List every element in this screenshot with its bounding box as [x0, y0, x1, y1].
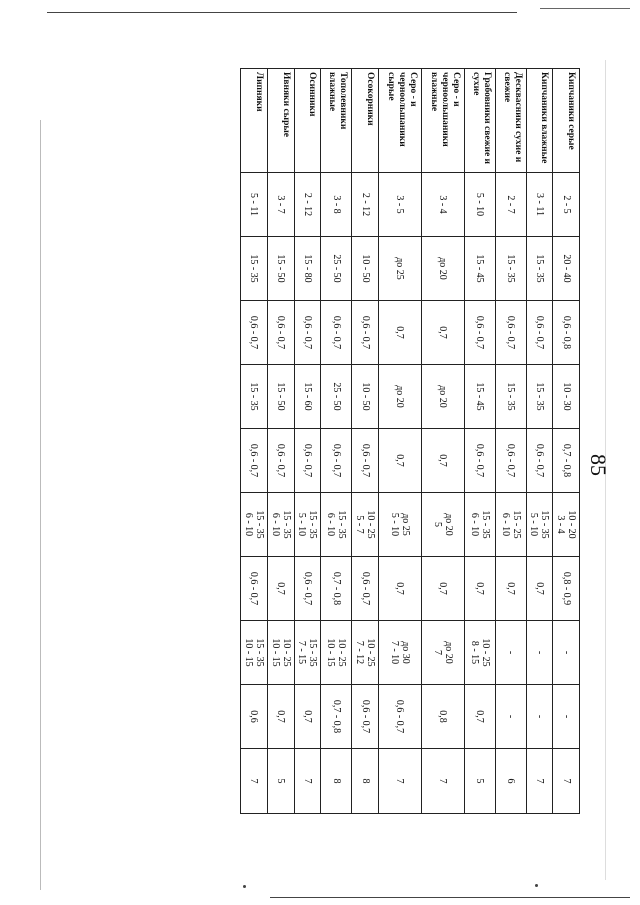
table-cell: 7	[553, 749, 580, 814]
forest-type-name: Ивняки сырые	[267, 69, 294, 173]
table-cell: 0,7	[495, 557, 526, 621]
table-cell: 0,6 - 0,7	[241, 429, 268, 493]
table-cell: 15 - 35	[526, 237, 553, 301]
table-cell: -	[495, 621, 526, 685]
table-cell: 10 - 25 5 - 7	[352, 493, 379, 557]
table-cell: 15 - 35 5 - 10	[294, 493, 321, 557]
forest-table-rotated	[240, 68, 580, 813]
forest-table-wrapper	[240, 68, 580, 813]
table-row	[294, 69, 321, 814]
table-cell: 0,8	[421, 685, 464, 749]
forest-type-name: Грабовники свежие и сухие	[464, 69, 495, 173]
table-cell: 0,6 - 0,7	[267, 429, 294, 493]
table-cell: 0,6 - 0,7	[241, 557, 268, 621]
table-cell: 15 - 35 6 - 10	[321, 493, 352, 557]
forest-type-name: Тополевники влажные	[321, 69, 352, 173]
table-cell: 3 - 11	[526, 173, 553, 237]
table-cell: 15 - 45	[464, 365, 495, 429]
table-cell: 20 - 40	[553, 237, 580, 301]
table-cell: 15 - 50	[267, 237, 294, 301]
table-cell: 0,6 - 0,7	[464, 301, 495, 365]
table-cell: 0,7	[379, 301, 422, 365]
table-cell: 0,6 - 0,7	[526, 429, 553, 493]
table-cell: 0,7	[267, 685, 294, 749]
table-cell: до 25 5 - 10	[379, 493, 422, 557]
forest-type-table	[240, 68, 580, 814]
table-cell: до 25	[379, 237, 422, 301]
forest-type-name: Серо - и черноольшаники сырые	[379, 69, 422, 173]
table-cell: 0,6 - 0,7	[321, 429, 352, 493]
table-cell: 0,7	[421, 301, 464, 365]
forest-type-name: Кипчаники серые	[553, 69, 580, 173]
table-cell: -	[495, 685, 526, 749]
table-cell: 15 - 35	[495, 365, 526, 429]
table-row	[526, 69, 553, 814]
left-margin-line	[40, 120, 41, 890]
table-row	[321, 69, 352, 814]
table-cell: 0,7	[464, 557, 495, 621]
table-cell: 10 - 25 10 - 15	[321, 621, 352, 685]
table-cell: 5 - 11	[241, 173, 268, 237]
table-cell: 5	[267, 749, 294, 814]
table-cell: 0,6 - 0,8	[553, 301, 580, 365]
table-cell: 15 - 35	[241, 365, 268, 429]
table-cell: 0,6 - 0,7	[352, 685, 379, 749]
table-cell: -	[553, 621, 580, 685]
table-cell: 15 - 35	[241, 237, 268, 301]
table-cell: до 20	[421, 237, 464, 301]
table-row	[241, 69, 268, 814]
top-rule	[47, 12, 517, 13]
table-cell: 2 - 5	[553, 173, 580, 237]
table-cell: 0,7	[379, 557, 422, 621]
table-row	[464, 69, 495, 814]
table-cell: до 20	[421, 365, 464, 429]
table-cell: -	[526, 685, 553, 749]
table-cell: 10 - 50	[352, 237, 379, 301]
table-cell: 0,7 - 0,8	[321, 557, 352, 621]
table-cell: -	[526, 621, 553, 685]
table-cell: 0,6 - 0,7	[352, 429, 379, 493]
table-cell: 0,7	[379, 429, 422, 493]
table-cell: 0,6 - 0,7	[294, 301, 321, 365]
table-cell: 0,6 - 0,7	[241, 301, 268, 365]
table-cell: 2 - 12	[352, 173, 379, 237]
table-cell: 0,6 - 0,7	[294, 429, 321, 493]
table-cell: 0,6 - 0,7	[464, 429, 495, 493]
table-body	[241, 69, 580, 814]
table-cell: 15 - 80	[294, 237, 321, 301]
table-cell: 3 - 8	[321, 173, 352, 237]
table-cell: 0,6 - 0,7	[267, 301, 294, 365]
forest-type-name: Осинники	[294, 69, 321, 173]
table-cell: 0,7	[294, 685, 321, 749]
table-cell: 7	[526, 749, 553, 814]
table-cell: 0,6 - 0,7	[294, 557, 321, 621]
table-cell: 15 - 35 5 - 10	[526, 493, 553, 557]
table-cell: 15 - 35 6 - 10	[464, 493, 495, 557]
table-cell: 3 - 7	[267, 173, 294, 237]
table-cell: 0,6 - 0,7	[321, 301, 352, 365]
table-cell: 15 - 45	[464, 237, 495, 301]
table-cell: 10 - 25 7 - 12	[352, 621, 379, 685]
table-cell: 15 - 25 6 - 10	[495, 493, 526, 557]
table-cell: 0,7	[526, 557, 553, 621]
table-cell: 3 - 5	[379, 173, 422, 237]
forest-type-name: Липняки	[241, 69, 268, 173]
table-cell: 25 - 50	[321, 237, 352, 301]
table-cell: 0,6 - 0,7	[526, 301, 553, 365]
table-cell: 15 - 50	[267, 365, 294, 429]
table-cell: 15 - 35 6 - 10	[267, 493, 294, 557]
table-cell: 7	[294, 749, 321, 814]
table-cell: 7	[379, 749, 422, 814]
table-cell: 0,8 - 0,9	[553, 557, 580, 621]
table-row	[379, 69, 422, 814]
table-cell: 3 - 4	[421, 173, 464, 237]
table-cell: 7	[241, 749, 268, 814]
table-cell: 0,7	[267, 557, 294, 621]
table-row	[553, 69, 580, 814]
forest-type-name: Осокорники	[352, 69, 379, 173]
table-cell: до 20	[379, 365, 422, 429]
table-cell: 15 - 35 10 - 15	[241, 621, 268, 685]
table-cell: 2 - 12	[294, 173, 321, 237]
table-cell: 15 - 60	[294, 365, 321, 429]
table-cell: 0,7 - 0,8	[553, 429, 580, 493]
table-cell: 0,6 - 0,7	[352, 301, 379, 365]
table-cell: 0,7	[421, 557, 464, 621]
table-cell: 15 - 35 7 - 15	[294, 621, 321, 685]
top-rule-right	[540, 8, 630, 9]
table-cell: до 20 7	[421, 621, 464, 685]
table-cell: до 20 5	[421, 493, 464, 557]
table-cell: 0,6	[241, 685, 268, 749]
table-cell: 0,6 - 0,7	[495, 301, 526, 365]
table-cell: 10 - 25 10 - 15	[267, 621, 294, 685]
table-cell: -	[553, 685, 580, 749]
table-cell: 0,7 - 0,8	[321, 685, 352, 749]
table-row	[495, 69, 526, 814]
table-cell: 0,7	[421, 429, 464, 493]
table-cell: до 30 7 - 10	[379, 621, 422, 685]
table-cell: 2 - 7	[495, 173, 526, 237]
table-cell: 5 - 10	[464, 173, 495, 237]
table-row	[421, 69, 464, 814]
table-cell: 5	[464, 749, 495, 814]
table-cell: 7	[421, 749, 464, 814]
table-cell: 15 - 35	[526, 365, 553, 429]
table-cell: 15 - 35	[495, 237, 526, 301]
table-cell: 8	[352, 749, 379, 814]
forest-type-name: Серо - и черноольшаники влажные	[421, 69, 464, 173]
scan-speck	[535, 884, 538, 887]
table-cell: 10 - 50	[352, 365, 379, 429]
forest-type-name: Кипчаники влажные	[526, 69, 553, 173]
table-cell: 10 - 25 8 - 15	[464, 621, 495, 685]
forest-type-name: Десквасники сухие и свежие	[495, 69, 526, 173]
table-cell: 25 - 50	[321, 365, 352, 429]
scan-speck	[243, 885, 246, 888]
table-cell: 0,7	[464, 685, 495, 749]
bottom-rule	[270, 897, 630, 898]
table-cell: 10 - 20 3 - 4	[553, 493, 580, 557]
table-cell: 10 - 30	[553, 365, 580, 429]
table-cell: 8	[321, 749, 352, 814]
page-number: 85	[586, 454, 611, 476]
table-cell: 0,6 - 0,7	[495, 429, 526, 493]
table-cell: 15 - 35 6 - 10	[241, 493, 268, 557]
table-row	[267, 69, 294, 814]
table-cell: 6	[495, 749, 526, 814]
table-cell: 0,6 - 0,7	[379, 685, 422, 749]
table-cell: 0,6 - 0,7	[352, 557, 379, 621]
table-row	[352, 69, 379, 814]
